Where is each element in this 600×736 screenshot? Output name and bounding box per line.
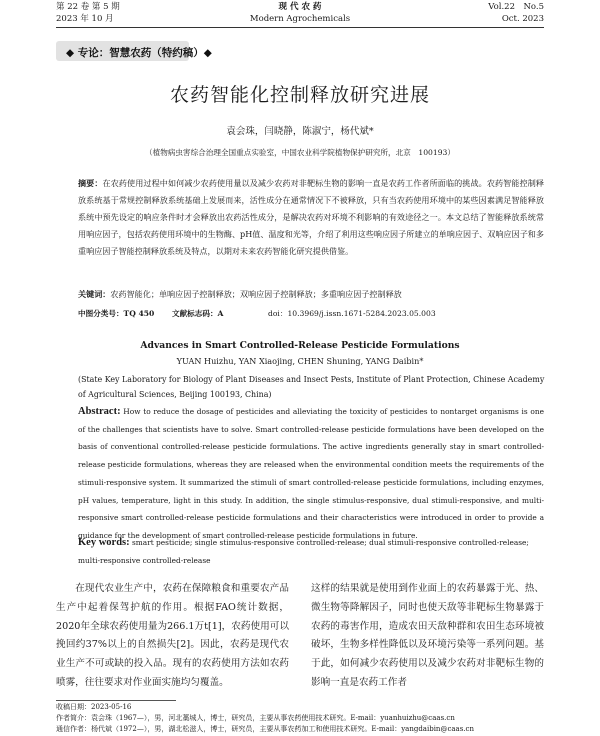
keywords-en-label: Key words: — [78, 537, 130, 548]
header-issue-cn: 第 22 卷 第 5 期 — [56, 2, 120, 12]
abstract-cn-text: 在农药使用过程中如何减少农药使用量以及减少农药对非靶标生物的影响一直是农药工作者所面临的挑战。农药智能控制释放系统基于常规控制释放系统基础上发展而来，活性成分在通常情况下不被释放，只有当农药使用环境中的某些因素满足智能释放系统中预先设定的响应条件时才会释放出农药活性成分，是解决农药对环境不利影响的有效途径之一。本文总结了智能释放系统常用响应因子，包括农药使用环境中的生物酶、pH值、温度和光等，介绍了利用这些响应因子所建立的单响应因子、双响应因子和多重响应因子智能控制释放系统及特点，以期对未来农药智能化研究提供借鉴。 — [78, 178, 544, 256]
header-date-cn: 2023 年 10 月 — [56, 14, 114, 24]
footnote-author: 作者简介：袁会珠（1967—），男，河北藁城人，博士，研究员，主要从事农药使用技术研究。E-mail：yuanhuizhu@caas.cn — [56, 714, 455, 722]
header-journal-en: Modern Agrochemicals — [249, 14, 351, 24]
footnote-corresponding-author: 通信作者：杨代斌（1972—），男，湖北松滋人，博士，研究员，主要从事农药加工和使用技术研究。E-mail：yangdaibin@caas.cn — [56, 725, 474, 733]
header-date-en: Oct. 2023 — [501, 14, 544, 24]
keywords-en — [78, 534, 544, 570]
title-en: Advances in Smart Controlled-Release Pesticide Formulations — [140, 340, 460, 351]
abstract-cn — [78, 175, 544, 260]
keywords-cn-label: 关键词： — [78, 289, 111, 299]
keywords-en-text: smart pesticide; single stimulus-responsive controlled-release; dual stimuli-responsive controlled-release; multi-responsive controlled-release — [78, 538, 529, 565]
header-journal-cn: 现 代 农 药 — [278, 2, 322, 12]
keywords-cn — [78, 286, 544, 303]
authors-en: YUAN Huizhu, YAN Xiaojing, CHEN Shuning, YANG Daibin* — [176, 356, 424, 366]
affiliation-cn: （植物病虫害综合治理全国重点实验室，中国农业科学院植物保护研究所，北京 100193） — [145, 148, 455, 157]
clc-number: 中图分类号：TQ 450 — [78, 309, 155, 318]
header-volume-en: Vol.22 No.5 — [488, 2, 544, 12]
abstract-en-label: Abstract: — [78, 406, 121, 417]
header-rule — [56, 27, 544, 28]
document-code: 文献标志码：A — [172, 309, 224, 318]
abstract-en — [78, 403, 544, 545]
affiliation-en: (State Key Laboratory for Biology of Plant Diseases and Insect Pests, Institute of Plant Protection, Chinese Academy of Agricultural Sciences, Beijing 100193, China) — [78, 375, 545, 399]
authors-cn: 袁会珠，闫晓静，陈淑宁，杨代斌* — [226, 126, 374, 137]
keywords-cn-text: 农药智能化；单响应因子控制释放；双响应因子控制释放；多重响应因子控制释放 — [110, 289, 402, 299]
abstract-cn-label: 摘要： — [78, 178, 103, 188]
doi: doi：10.3969/j.issn.1671-5284.2023.05.003 — [268, 309, 436, 318]
footnote-received: 收稿日期：2023-05-16 — [56, 703, 132, 711]
body-column-left: 在现代农业生产中，农药在保障粮食和重要农产品生产中起着保驾护航的作用。根据FAO统计数据，2020年全球农药使用量为266.1万t[1]，农药使用可以挽回约37%以上的自然损失[2]。因此，农药是现代农业生产不可或缺的投入品。现有的农药使用方法如农药喷雾，往往要求对作业面实施均匀覆盖。 — [56, 583, 289, 688]
column-band-label: ◆ 专论：智慧农药（特约稿）◆ — [66, 47, 212, 59]
body-column-right: 这样的结果就是使用到作业面上的农药暴露于光、热、微生物等降解因子，同时也使天敌等非靶标生物暴露于农药的毒害作用，造成农田天敌种群和农田生态环境被破坏，生物多样性降低以及环境污染等一系列问题。基于此，如何减少农药使用以及减少农药对非靶标生物的影响一直是农药工作者 — [311, 583, 544, 688]
title-cn: 农药智能化控制释放研究进展 — [169, 84, 430, 106]
abstract-en-text: How to reduce the dosage of pesticides and alleviating the toxicity of pesticides to nontarget organisms is one of the challenges that scientists have to solve. Smart controlled-release pesticide formulations have been developed on the basis of conventional controlled-release pesticide formulations. The active ingredients generally stay in smart controlled-release pesticide formulations, whereas they are released when the environmental condition meets the requirements of the stimuli-responsive system. It summarized the stimuli of smart controlled-release pesticide formulations, including enzymes, pH values, temperature, light in this study. In addition, the single stimulus-responsive, dual stimuli-responsive, and multi-responsive smart controlled-release pesticide formulations and their characteristics were introduced in order to provide a guidance for the development of smart controlled-release pesticide formulations in future. — [78, 407, 544, 540]
